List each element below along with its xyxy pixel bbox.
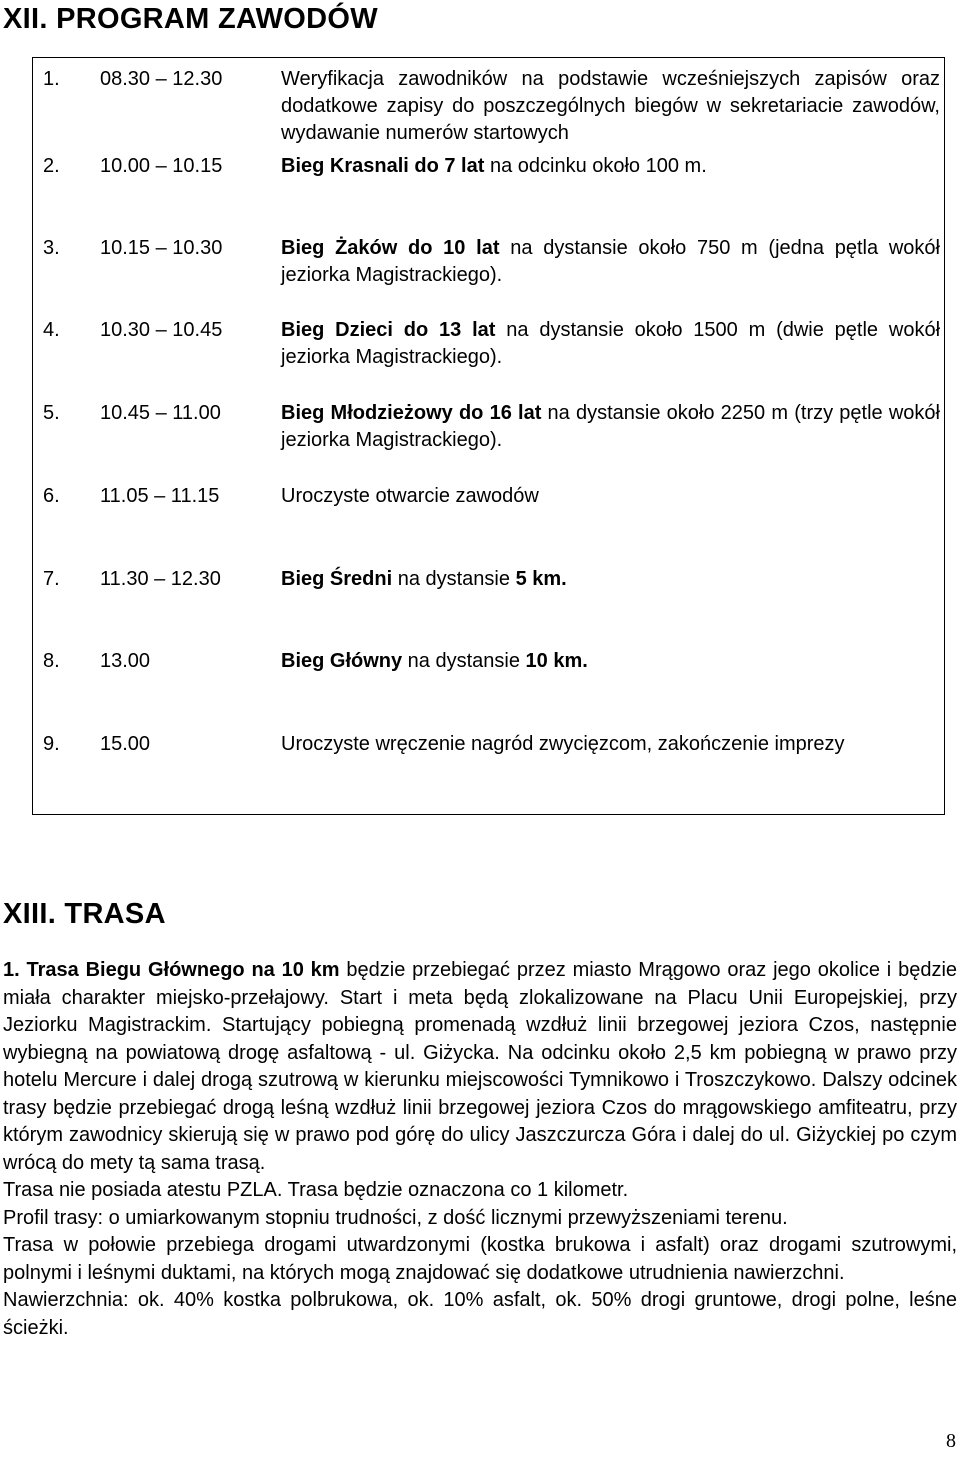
row-time: 10.45 – 11.00 bbox=[100, 402, 221, 424]
row-time: 08.30 – 12.30 bbox=[100, 68, 223, 90]
row-number: 3. bbox=[43, 237, 60, 259]
route-description bbox=[3, 957, 957, 1342]
row-text: na dystansie bbox=[392, 568, 516, 590]
row-text: Uroczyste otwarcie zawodów bbox=[281, 485, 539, 507]
row-description bbox=[281, 483, 940, 510]
row-number: 5. bbox=[43, 402, 60, 424]
row-text: na dystansie około 1500 m (dwie pętle wokół jeziorka Magistrackiego). bbox=[281, 319, 941, 368]
row-bold: Bieg Główny bbox=[281, 650, 403, 672]
schedule-table bbox=[32, 57, 945, 815]
row-bold: Bieg Dzieci do 13 lat bbox=[281, 319, 496, 341]
row-number: 8. bbox=[43, 650, 60, 672]
row-text: Uroczyste wręczenie nagród zwycięzcom, zakończenie imprezy bbox=[281, 733, 845, 755]
row-bold: Bieg Średni bbox=[281, 568, 393, 590]
route-heading: 1. Trasa Biegu Głównego na 10 km bbox=[3, 959, 340, 981]
row-description bbox=[281, 648, 940, 675]
row-description bbox=[281, 566, 940, 593]
row-number: 4. bbox=[43, 319, 60, 341]
row-text: na dystansie około 750 m (jedna pętla wokół jeziorka Magistrackiego). bbox=[281, 237, 940, 286]
row-number: 7. bbox=[43, 568, 60, 590]
row-description bbox=[281, 400, 940, 454]
row-bold-distance: 5 km. bbox=[515, 568, 567, 590]
row-time: 10.30 – 10.45 bbox=[100, 319, 223, 341]
route-paragraph-main bbox=[3, 957, 957, 1177]
row-description bbox=[281, 731, 940, 758]
row-number: 2. bbox=[43, 155, 60, 177]
section-title-trasa: XIII. TRASA bbox=[3, 898, 166, 930]
row-description bbox=[281, 66, 940, 147]
row-description bbox=[281, 235, 940, 289]
row-text: na odcinku około 100 m. bbox=[484, 155, 707, 177]
row-bold: Bieg Krasnali do 7 lat bbox=[281, 155, 485, 177]
row-description bbox=[281, 317, 940, 371]
row-text: Weryfikacja zawodników na podstawie wcześniejszych zapisów oraz dodatkowe zapisy do poszczególnych biegów w sekretariacie zawodów, wydawanie numerów startowych bbox=[281, 68, 940, 144]
row-number: 1. bbox=[43, 68, 60, 90]
route-surface: Nawierzchnia: ok. 40% kostka polbrukowa, ok. 10% asfalt, ok. 50% drogi gruntowe, drogi polne, leśne ścieżki. bbox=[3, 1289, 957, 1339]
row-time: 13.00 bbox=[100, 650, 151, 672]
row-time: 11.05 – 11.15 bbox=[100, 485, 220, 507]
row-bold: Bieg Żaków do 10 lat bbox=[281, 237, 500, 259]
section-title-program: XII. PROGRAM ZAWODÓW bbox=[3, 3, 378, 35]
route-profile: Profil trasy: o umiarkowanym stopniu trudności, z dość licznymi przewyższeniami terenu. bbox=[3, 1206, 788, 1229]
row-time: 10.15 – 10.30 bbox=[100, 237, 223, 259]
row-bold: Bieg Młodzieżowy do 16 lat bbox=[281, 402, 542, 424]
row-number: 6. bbox=[43, 485, 60, 507]
route-roads: Trasa w połowie przebiega drogami utwardzonymi (kostka brukowa i asfalt) oraz drogami szutrowymi, polnymi i leśnymi duktami, na których mogą znajdować się dodatkowe utrudnienia nawierzchni. bbox=[3, 1234, 957, 1284]
row-time: 10.00 – 10.15 bbox=[100, 155, 223, 177]
row-description bbox=[281, 153, 940, 180]
page-number: 8 bbox=[946, 1430, 956, 1452]
row-time: 15.00 bbox=[100, 733, 151, 755]
row-time: 11.30 – 12.30 bbox=[100, 568, 221, 590]
row-text: na dystansie około 2250 m (trzy pętle wokół jeziorka Magistrackiego). bbox=[281, 402, 940, 451]
route-text: będzie przebiegać przez miasto Mrągowo oraz jego okolice i będzie miała charakter miejsko-przełajowy. Start i meta będą zlokalizowane na Placu Unii Europejskiej, przy Jeziorku Magistrackim. Startujący pobiegną promenadą wzdłuż linii brzegowej jeziora Czos, następnie wybiegną na powiatową drogę asfaltową - ul. Giżycka. Na odcinku około 2,5 km pobiegną w prawo przy hotelu Mercure i dalej drogą szutrową w kierunku miejscowości Tymnikowo i Troszczykowo. Dalszy odcinek trasy będzie przebiegać drogą leśną wzdłuż linii brzegowej jeziora Czos do mrągowskiego amfiteatru, przy którym zawodnicy skierują się w prawo pod górę do ulicy Jaszczurcza Góra i dalej do ul. Giżyckiej po czym wrócą do mety tą sama trasą. bbox=[3, 959, 958, 1174]
route-certification: Trasa nie posiada atestu PZLA. Trasa będzie oznaczona co 1 kilometr. bbox=[3, 1179, 629, 1201]
row-text: na dystansie bbox=[402, 650, 526, 672]
row-bold-distance: 10 km. bbox=[525, 650, 588, 672]
row-number: 9. bbox=[43, 733, 60, 755]
